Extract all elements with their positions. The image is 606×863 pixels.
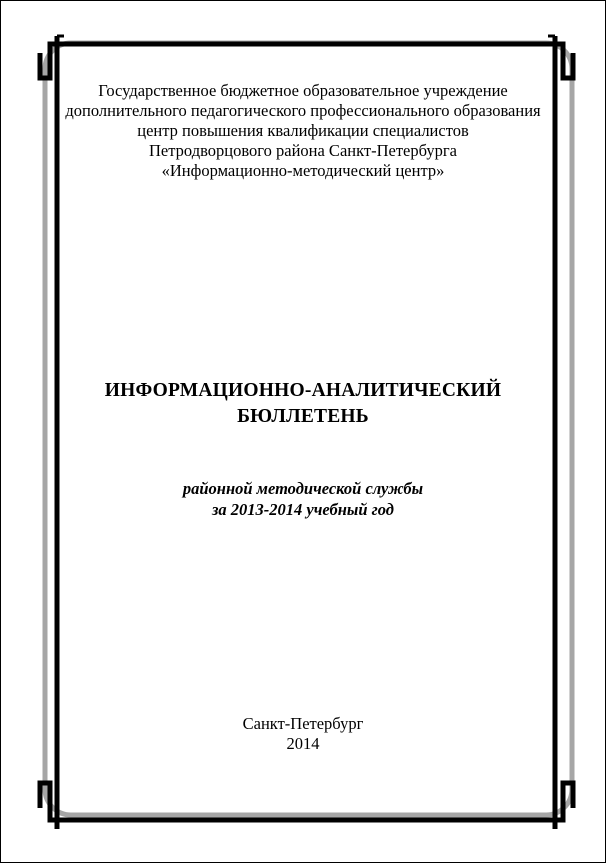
document-title xyxy=(0,378,606,430)
org-line: Петродворцового района Санкт-Петербурга xyxy=(149,141,457,160)
publication-info xyxy=(0,714,606,754)
org-line: «Информационно-методический центр» xyxy=(161,161,445,180)
organization-name xyxy=(0,81,606,181)
subtitle-line: районной методической службы xyxy=(182,479,424,498)
org-line: Государственное бюджетное образовательное учреждение xyxy=(98,81,508,100)
title-line: ИНФОРМАЦИОННО-АНАЛИТИЧЕСКИЙ xyxy=(104,380,502,401)
subtitle-line: за 2013-2014 учебный год xyxy=(212,500,394,519)
document-subtitle xyxy=(0,478,606,520)
publication-place: Санкт-Петербург xyxy=(242,714,364,733)
frame-black-top xyxy=(40,44,573,78)
org-line: центр повышения квалификации специалистов xyxy=(137,121,469,140)
org-line: дополнительного педагогического профессионального образования xyxy=(65,101,541,120)
publication-year: 2014 xyxy=(286,734,320,753)
title-line: БЮЛЛЕТЕНЬ xyxy=(237,406,369,427)
